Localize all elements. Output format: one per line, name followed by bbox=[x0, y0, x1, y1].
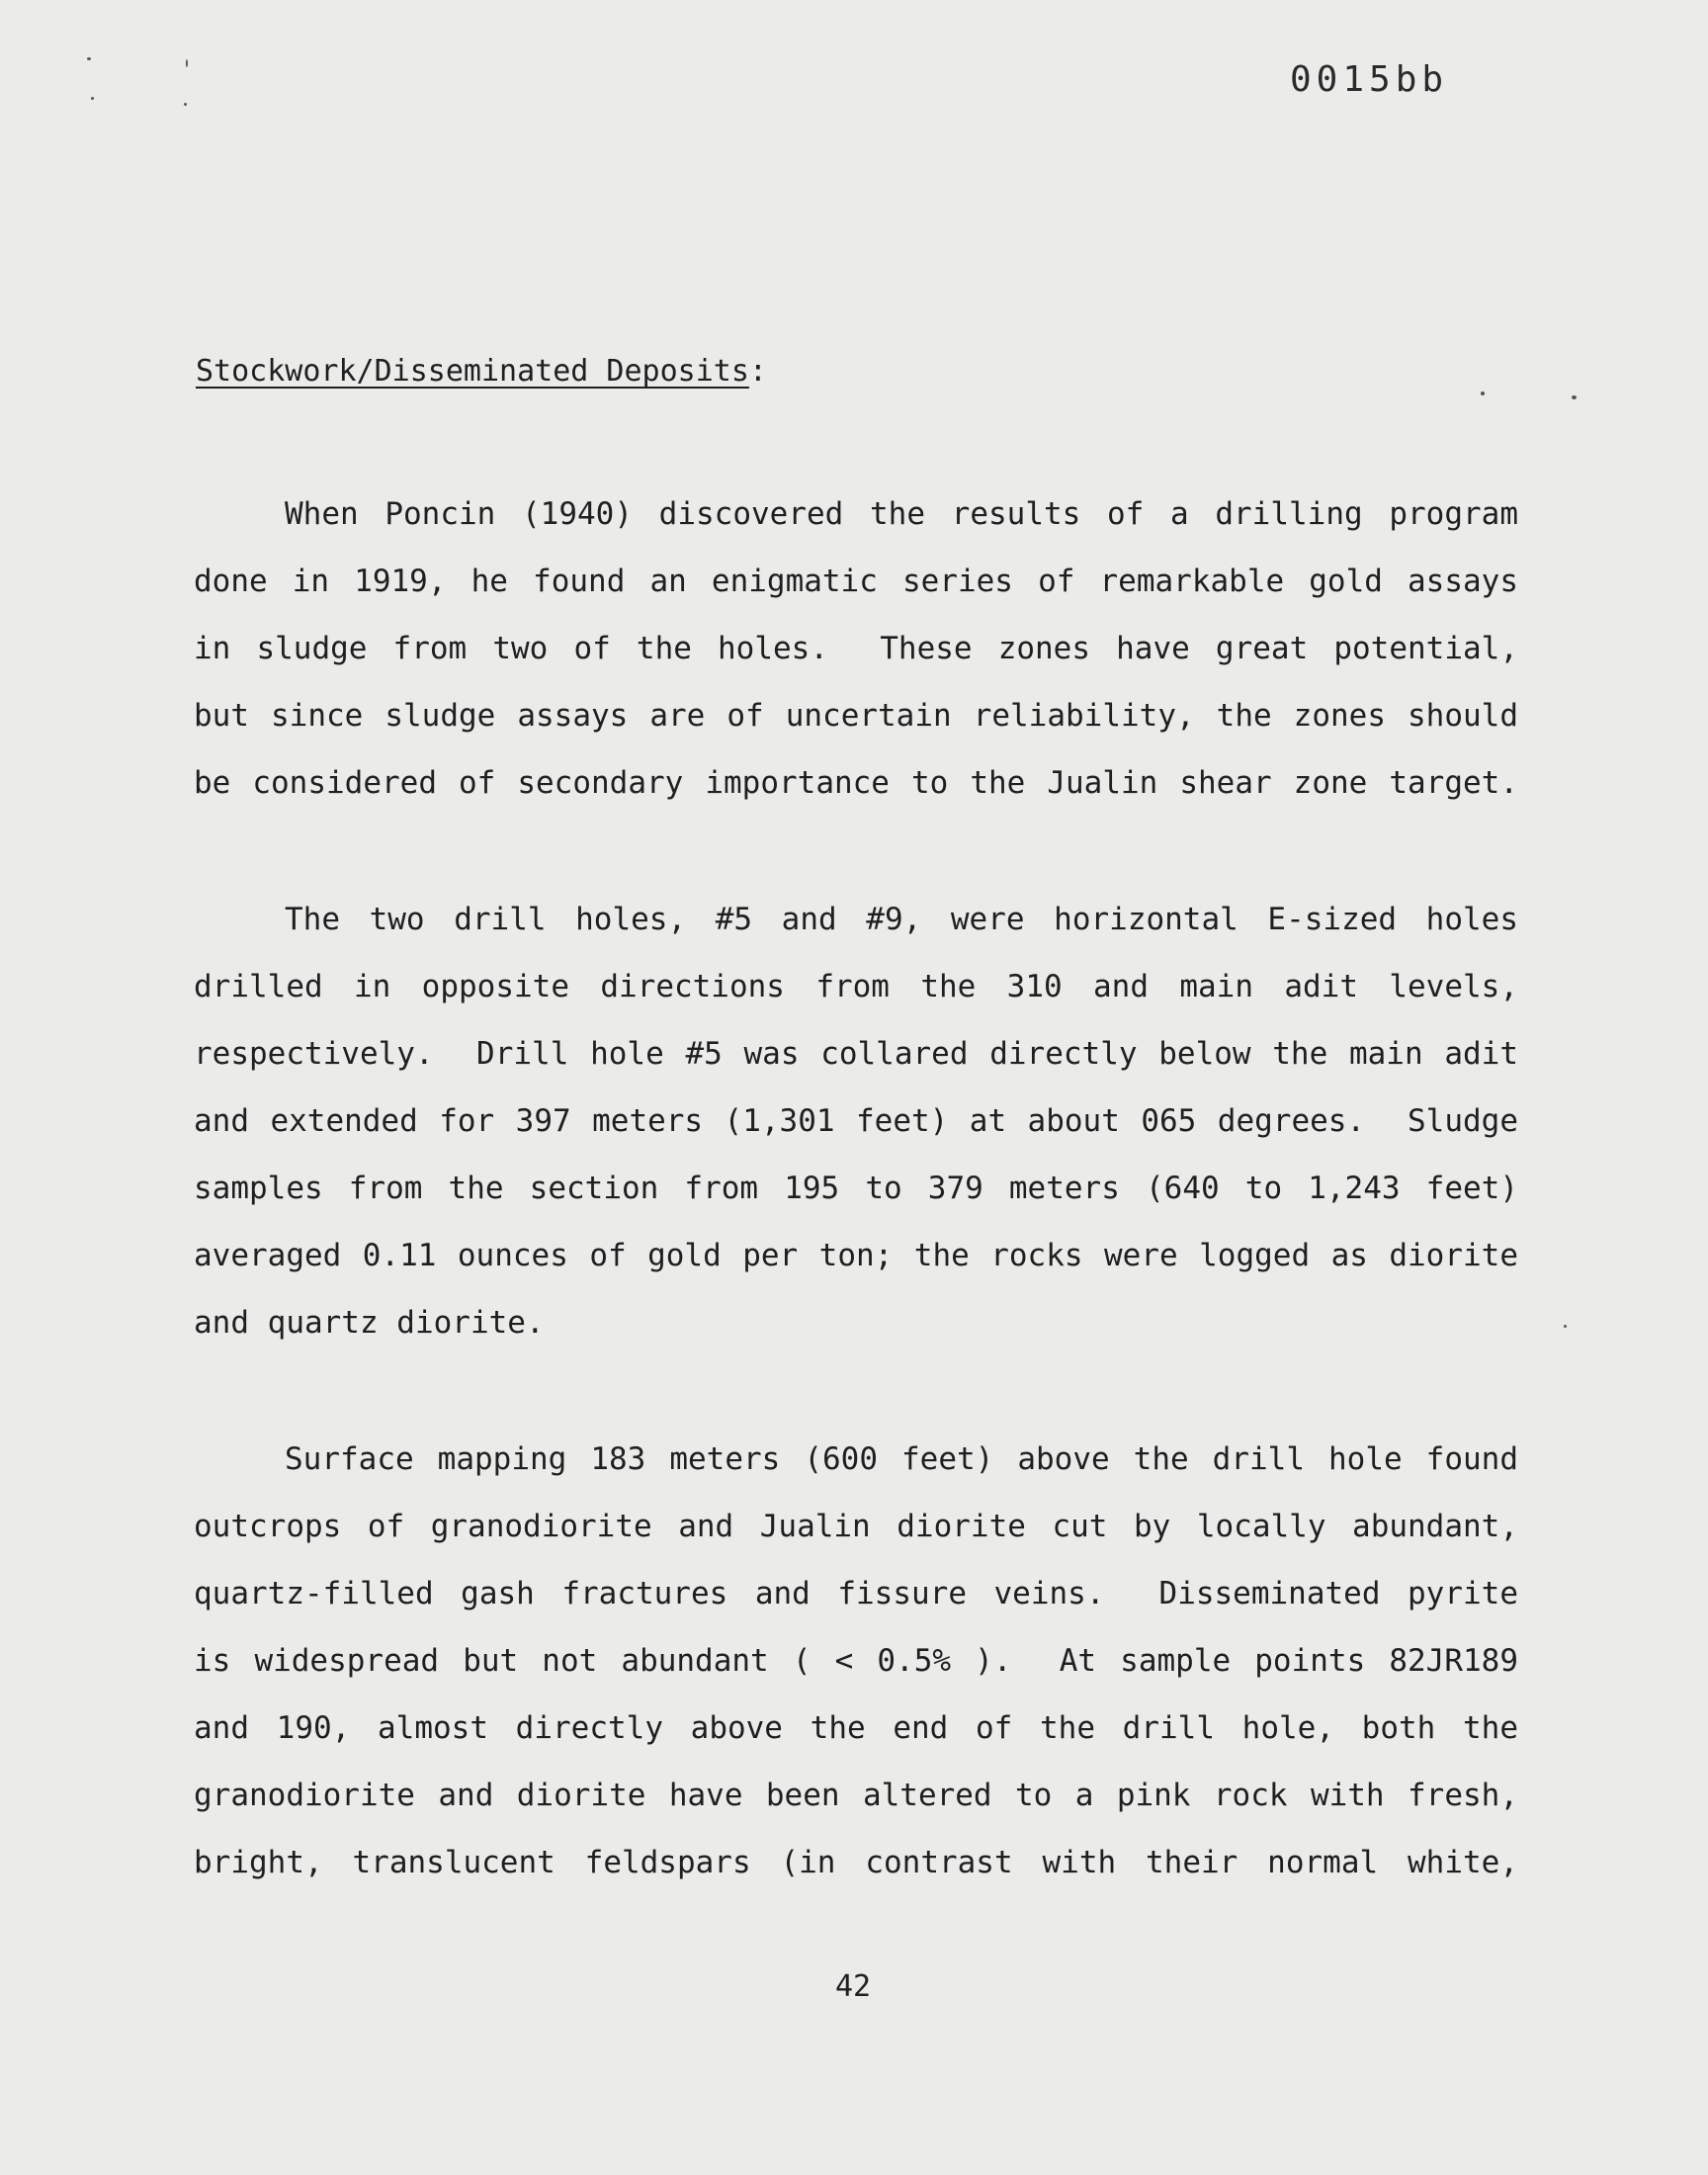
paragraph-2-line-6: averaged 0.11 ounces of gold per ton; the rocks were logged as diorite bbox=[194, 1238, 1518, 1273]
paragraph-1-line-3: in sludge from two of the holes. These zones have great potential, bbox=[194, 631, 1518, 666]
paragraph-3-line-3: quartz-filled gash fractures and fissure veins. Disseminated pyrite bbox=[194, 1576, 1518, 1611]
paragraph-2-line-4: and extended for 397 meters (1,301 feet) at about 065 degrees. Sludge bbox=[194, 1103, 1518, 1139]
page-number: 42 bbox=[835, 1969, 872, 2004]
scan-speck bbox=[1572, 395, 1577, 399]
section-heading-text: Stockwork/Disseminated Deposits bbox=[196, 354, 749, 389]
scan-speck bbox=[87, 57, 91, 60]
scan-speck bbox=[1481, 392, 1485, 395]
paragraph-1-line-1: When Poncin (1940) discovered the results of a drilling program bbox=[285, 496, 1518, 532]
paragraph-1-line-4: but since sludge assays are of uncertain reliability, the zones should bbox=[194, 698, 1518, 734]
paragraph-2-line-7: and quartz diorite. bbox=[194, 1305, 545, 1341]
document-number: 0015bb bbox=[1290, 59, 1449, 100]
scan-speck bbox=[184, 103, 187, 106]
paragraph-3-line-1: Surface mapping 183 meters (600 feet) above the drill hole found bbox=[285, 1441, 1518, 1477]
section-heading bbox=[196, 354, 767, 389]
scan-speck bbox=[186, 59, 188, 67]
scan-speck bbox=[91, 97, 94, 100]
section-heading-colon: : bbox=[748, 354, 767, 389]
paragraph-3-line-7: bright, translucent feldspars (in contrast with their normal white, bbox=[194, 1845, 1518, 1880]
paragraph-1-line-2: done in 1919, he found an enigmatic series of remarkable gold assays bbox=[194, 564, 1518, 599]
paragraph-2-line-2: drilled in opposite directions from the 310 and main adit levels, bbox=[194, 969, 1518, 1004]
paragraph-2-line-1: The two drill holes, #5 and #9, were horizontal E-sized holes bbox=[285, 902, 1518, 937]
scan-speck bbox=[1564, 1325, 1567, 1328]
paragraph-1-line-5: be considered of secondary importance to the Jualin shear zone target. bbox=[194, 765, 1518, 801]
paragraph-3-line-6: granodiorite and diorite have been altered to a pink rock with fresh, bbox=[194, 1778, 1518, 1813]
paragraph-3-line-4: is widespread but not abundant ( < 0.5% ). At sample points 82JR189 bbox=[194, 1643, 1518, 1679]
paragraph-3-line-5: and 190, almost directly above the end of the drill hole, both the bbox=[194, 1710, 1518, 1746]
paragraph-2-line-3: respectively. Drill hole #5 was collared directly below the main adit bbox=[194, 1036, 1518, 1072]
paragraph-3-line-2: outcrops of granodiorite and Jualin diorite cut by locally abundant, bbox=[194, 1509, 1518, 1544]
paragraph-2-line-5: samples from the section from 195 to 379 meters (640 to 1,243 feet) bbox=[194, 1171, 1518, 1206]
